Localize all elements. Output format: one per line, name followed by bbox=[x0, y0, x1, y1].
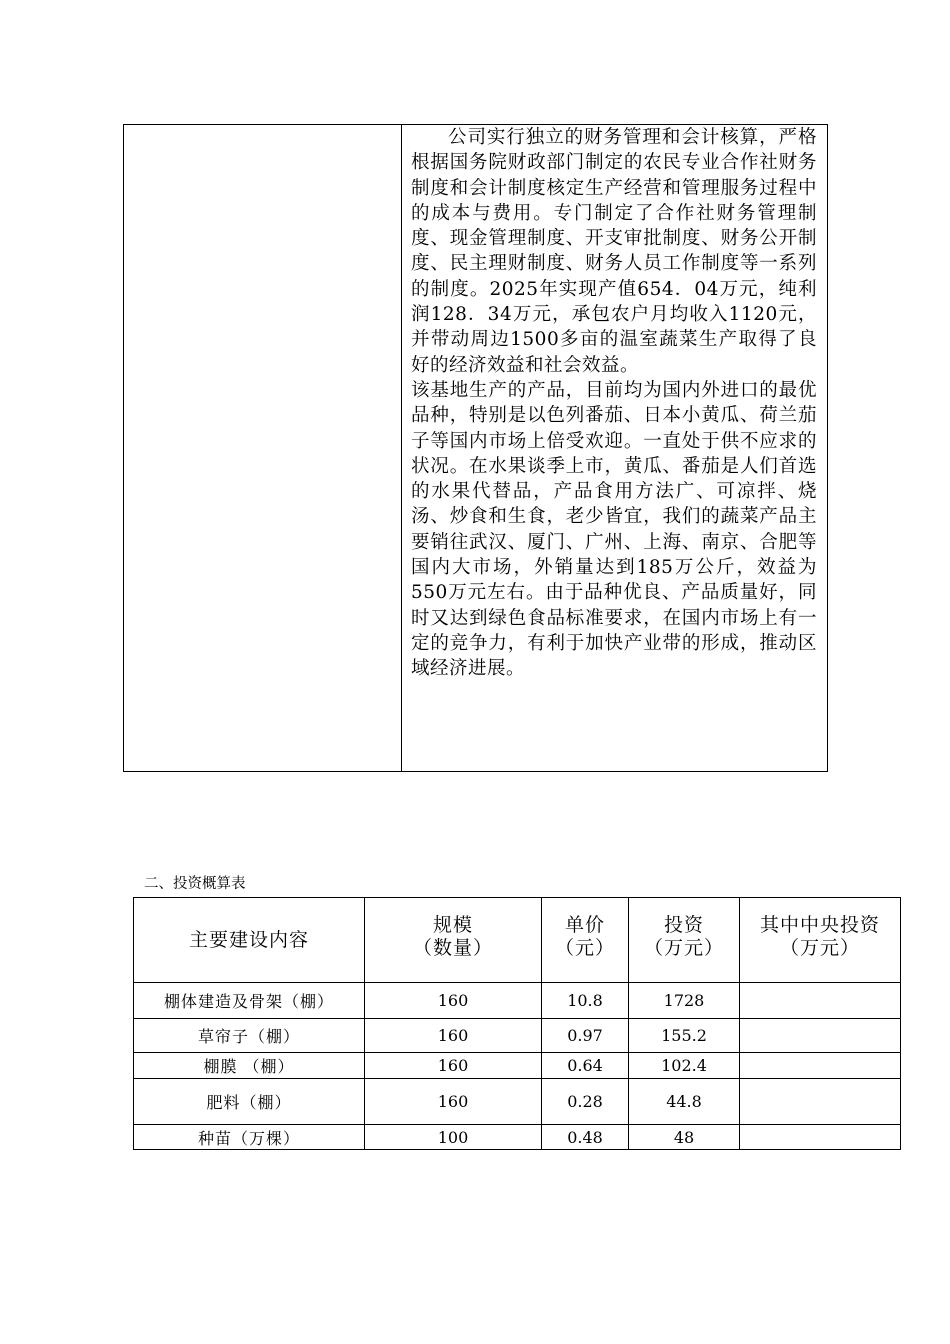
row-price: 0.97 bbox=[542, 1019, 629, 1053]
row-scale: 160 bbox=[365, 1053, 542, 1079]
row-scale: 160 bbox=[365, 1019, 542, 1053]
row-central bbox=[740, 983, 901, 1019]
row-investment: 1728 bbox=[629, 983, 740, 1019]
table-row bbox=[134, 1079, 901, 1125]
row-investment: 155.2 bbox=[629, 1019, 740, 1053]
row-price: 0.64 bbox=[542, 1053, 629, 1079]
table-row bbox=[134, 983, 901, 1019]
continuation-right-cell bbox=[402, 125, 827, 771]
row-central bbox=[740, 1053, 901, 1079]
continuation-left-cell bbox=[124, 125, 402, 771]
row-price: 0.28 bbox=[542, 1079, 629, 1125]
row-item: 棚体建造及骨架（棚） bbox=[134, 983, 365, 1019]
row-price: 0.48 bbox=[542, 1125, 629, 1150]
header-central-investment: 其中中央投资 （万元） bbox=[740, 898, 901, 983]
table-row bbox=[134, 1125, 901, 1150]
row-scale: 100 bbox=[365, 1125, 542, 1150]
row-item: 草帘子（棚） bbox=[134, 1019, 365, 1053]
row-item: 种苗（万棵） bbox=[134, 1125, 365, 1150]
header-content: 主要建设内容 bbox=[134, 898, 365, 983]
row-central bbox=[740, 1125, 901, 1150]
row-item: 棚膜 （棚） bbox=[134, 1053, 365, 1079]
row-item: 肥料（棚） bbox=[134, 1079, 365, 1125]
table-row bbox=[134, 1019, 901, 1053]
row-central bbox=[740, 1079, 901, 1125]
header-price: 单价 （元） bbox=[542, 898, 629, 983]
product-paragraph: 该基地生产的产品，目前均为国内外进口的最优品种，特别是以色列番茄、日本小黄瓜、荷兰茄子等国内市场上倍受欢迎。一直处于供不应求的状况。在水果谈季上市，黄瓜、番茄是人们首选的水果代替品，产品食用方法广、可凉拌、烧汤、炒食和生食，老少皆宜，我们的蔬菜产品主要销往武汉、厦门、广州、上海、南京、合肥等国内大市场，外销量达到185万公斤，效益为550万元左右。由于品种优良、产品质量好，同时又达到绿色食品标准要求，在国内市场上有一定的竞争力，有利于加快产业带的形成，推动区域经济进展。 bbox=[411, 379, 817, 680]
investment-table bbox=[133, 897, 901, 1150]
header-scale: 规模 （数量） bbox=[365, 898, 542, 983]
row-investment: 102.4 bbox=[629, 1053, 740, 1079]
continuation-table bbox=[123, 124, 828, 772]
row-investment: 48 bbox=[629, 1125, 740, 1150]
finance-paragraph: 公司实行独立的财务管理和会计核算，严格根据国务院财政部门制定的农民专业合作社财务制度和会计制度核定生产经营和管理服务过程中的成本与费用。专门制定了合作社财务管理制度、现金管理制度、开支审批制度、财务公开制度、民主理财制度、财务人员工作制度等一系列的制度。2025年实现产值654．04万元，纯利润128．34万元，承包农户月均收入1120元，并带动周边1500多亩的温室蔬菜生产取得了良好的经济效益和社会效益。 bbox=[411, 127, 817, 376]
row-price: 10.8 bbox=[542, 983, 629, 1019]
header-investment: 投资 （万元） bbox=[629, 898, 740, 983]
row-central bbox=[740, 1019, 901, 1053]
row-investment: 44.8 bbox=[629, 1079, 740, 1125]
header-row bbox=[134, 898, 901, 983]
row-scale: 160 bbox=[365, 983, 542, 1019]
row-scale: 160 bbox=[365, 1079, 542, 1125]
section-title: 二、投资概算表 bbox=[144, 876, 246, 892]
table-row bbox=[134, 1053, 901, 1079]
